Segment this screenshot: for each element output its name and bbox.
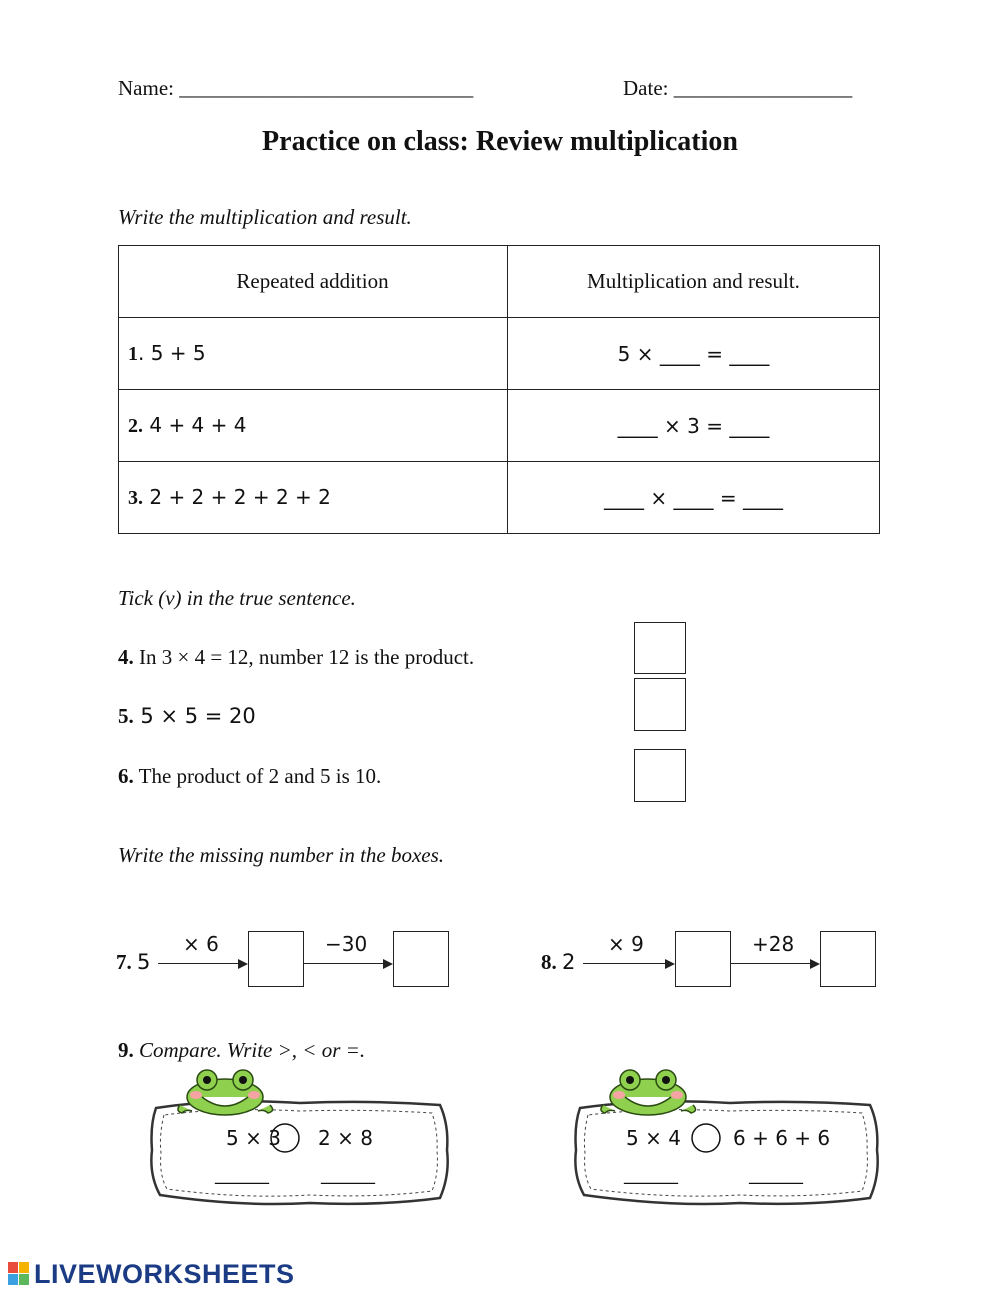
table-row — [119, 318, 880, 390]
addition-cell — [119, 390, 508, 462]
question-number: 4. — [118, 645, 134, 669]
page-title: Practice on class: Review multiplication — [262, 126, 738, 157]
answer-box-8b[interactable] — [820, 931, 876, 987]
section3-instruction: Write the missing number in the boxes. — [118, 843, 445, 867]
arrow-line — [730, 963, 810, 964]
operation-label: −30 — [325, 932, 368, 956]
compare-left-expression-a: 5 × 3 — [226, 1126, 281, 1150]
name-field[interactable] — [118, 76, 473, 101]
date-label: Date: _________________ — [623, 76, 853, 100]
tick-question-6 — [118, 764, 381, 789]
operation-label: × 9 — [608, 932, 644, 956]
logo-text: LIVEWORKSHEETS — [34, 1258, 295, 1289]
multiplication-answer-cell[interactable]: ____ × 3 = ____ — [508, 390, 880, 462]
multiplication-answer-cell[interactable]: 5 × ____ = ____ — [508, 318, 880, 390]
multiplication-answer-cell[interactable]: ____ × ____ = ____ — [508, 462, 880, 534]
answer-blank[interactable]: ______ — [749, 1164, 803, 1185]
arrow-head-icon — [810, 959, 820, 969]
question-number: 2. — [128, 415, 143, 437]
arrow-line — [583, 963, 665, 964]
tick-box-4[interactable] — [634, 622, 686, 674]
question-text: 5 × 5 = 20 — [133, 704, 256, 728]
frog-card-left-icon — [140, 1065, 460, 1215]
start-number: 5 — [137, 950, 151, 974]
tick-question-4 — [118, 645, 474, 670]
compare-right-expression-a: 5 × 4 — [626, 1126, 681, 1150]
addition-expression: . 5 + 5 — [138, 341, 206, 365]
section1-instruction: Write the multiplication and result. — [118, 205, 412, 229]
arrow-head-icon — [665, 959, 675, 969]
addition-cell — [119, 462, 508, 534]
addition-expression: 2 + 2 + 2 + 2 + 2 — [143, 485, 331, 509]
answer-blank[interactable]: ______ — [624, 1164, 678, 1185]
arrow-head-icon — [238, 959, 248, 969]
answer-box-7a[interactable] — [248, 931, 304, 987]
name-label: Name: ____________________________ — [118, 76, 474, 100]
question-number: 8. — [541, 950, 557, 974]
section4-instruction: Compare. Write >, < or =. — [133, 1038, 366, 1062]
question-9 — [118, 1038, 365, 1063]
tick-box-5[interactable] — [634, 678, 686, 731]
liveworksheets-logo — [8, 1259, 295, 1289]
question-8 — [541, 950, 575, 975]
tick-box-6[interactable] — [634, 749, 686, 802]
operation-label: +28 — [752, 932, 795, 956]
section2-instruction: Tick (v) in the true sentence. — [118, 586, 356, 610]
table-row — [119, 390, 880, 462]
answer-blank[interactable]: ______ — [321, 1164, 375, 1185]
question-number: 3. — [128, 487, 143, 509]
frog-card-right-icon — [570, 1065, 890, 1215]
question-text: The product of 2 and 5 is 10. — [133, 764, 382, 788]
table-header-row — [119, 246, 880, 318]
logo-blocks-icon — [8, 1262, 30, 1286]
repeated-addition-table — [118, 245, 880, 534]
arrow-line — [158, 963, 238, 964]
answer-blank[interactable]: ______ — [215, 1164, 269, 1185]
addition-cell — [119, 318, 508, 390]
start-number: 2 — [562, 950, 576, 974]
answer-box-8a[interactable] — [675, 931, 731, 987]
arrow-line — [303, 963, 383, 964]
question-number: 5. — [118, 704, 134, 728]
compare-left-expression-b: 2 × 8 — [318, 1126, 373, 1150]
column-header-multiplication: Multiplication and result. — [508, 246, 880, 318]
column-header-addition: Repeated addition — [119, 246, 508, 318]
question-number: 6. — [118, 764, 134, 788]
tick-question-5 — [118, 704, 256, 729]
question-number: 7. — [116, 950, 132, 974]
compare-right-expression-b: 6 + 6 + 6 — [733, 1126, 831, 1150]
question-text: In 3 × 4 = 12, number 12 is the product. — [133, 645, 475, 669]
operation-label: × 6 — [183, 932, 219, 956]
arrow-head-icon — [383, 959, 393, 969]
answer-box-7b[interactable] — [393, 931, 449, 987]
question-number: 9. — [118, 1038, 134, 1062]
table-row — [119, 462, 880, 534]
date-field[interactable] — [623, 76, 852, 101]
addition-expression: 4 + 4 + 4 — [143, 413, 247, 437]
question-7 — [116, 950, 150, 975]
question-number: 1 — [128, 343, 138, 365]
